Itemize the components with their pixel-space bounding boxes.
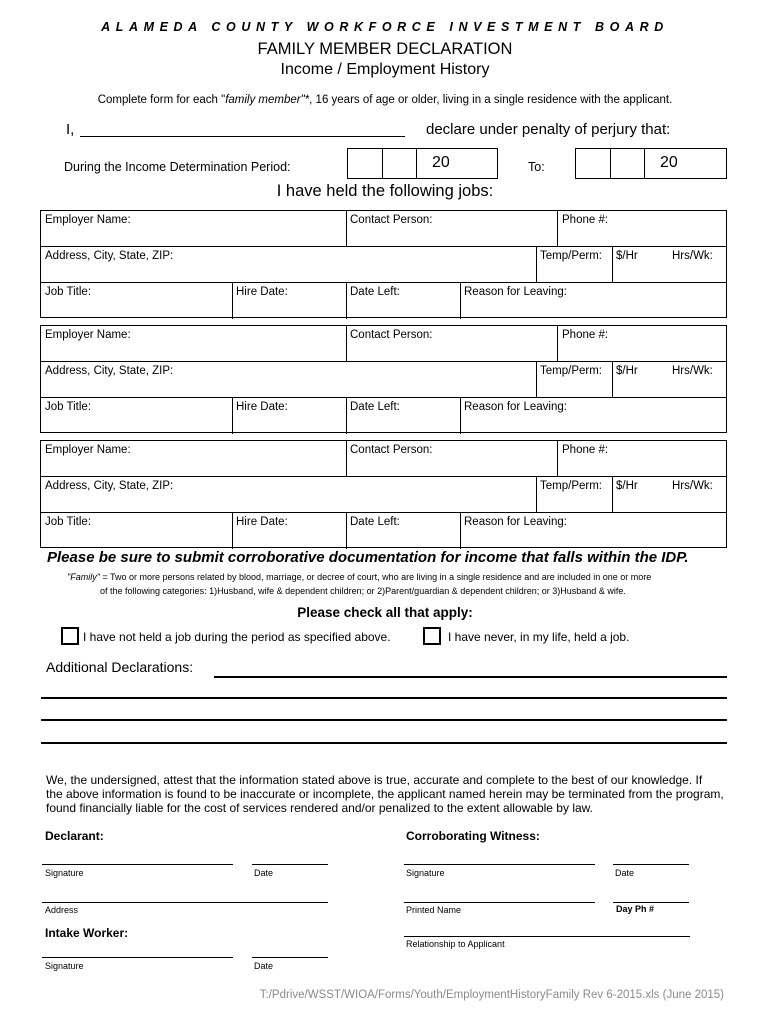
employer-name-label: Employer Name: — [45, 214, 131, 226]
temp-perm-label: Temp/Perm: — [540, 365, 602, 377]
rate-field[interactable] — [612, 247, 668, 282]
witness-date-caption: Date — [615, 868, 635, 878]
hours-field[interactable] — [668, 247, 726, 282]
date-left-label: Date Left: — [350, 516, 400, 528]
witness-signature-caption: Signature — [406, 868, 445, 878]
period-to-box[interactable] — [575, 148, 727, 179]
job-title-field[interactable] — [41, 513, 232, 549]
instruction-suffix: , 16 years of age or older, living in a single residence with the applicant. — [309, 94, 673, 106]
declarant-name-field[interactable] — [80, 136, 405, 137]
date-left-field[interactable] — [346, 398, 460, 434]
temp-perm-field[interactable] — [536, 477, 612, 512]
reason-field[interactable] — [460, 283, 726, 319]
additional-declarations-label: Additional Declarations: — [46, 659, 194, 675]
phone-label: Phone #: — [562, 444, 609, 456]
job-row-employer — [41, 211, 726, 247]
phone-label: Phone #: — [562, 214, 609, 226]
hire-date-label: Hire Date: — [236, 516, 288, 528]
temp-perm-label: Temp/Perm: — [540, 480, 602, 492]
printed-name-caption: Printed Name — [406, 905, 462, 915]
rate-label: $/Hr — [616, 365, 638, 377]
hire-date-field[interactable] — [232, 398, 346, 434]
period-label: During the Income Determination Period: — [64, 160, 291, 174]
intake-date-caption: Date — [254, 961, 274, 971]
intake-worker-heading: Intake Worker: — [45, 926, 129, 940]
job-row-title — [41, 513, 726, 549]
file-path-footer: T:/Pdrive/WSST/WIOA/Forms/Youth/EmploymentHistoryFamily Rev 6-2015.xls (June 2015) — [259, 989, 724, 1001]
hours-label: Hrs/Wk: — [672, 250, 713, 262]
instruction-family-term: family member"* — [225, 94, 310, 106]
relationship-caption: Relationship to Applicant — [406, 939, 505, 949]
address-field[interactable] — [41, 247, 536, 282]
form-instruction — [0, 94, 770, 106]
employer-name-field[interactable] — [41, 211, 346, 246]
contact-person-label: Contact Person: — [350, 214, 433, 226]
relationship-line[interactable] — [404, 936, 690, 937]
employer-name-field[interactable] — [41, 441, 346, 476]
declarant-date-caption: Date — [254, 868, 274, 878]
intake-signature-line[interactable] — [42, 957, 233, 958]
temp-perm-label: Temp/Perm: — [540, 250, 602, 262]
address-caption: Address — [45, 905, 79, 915]
intake-date-line[interactable] — [252, 957, 328, 958]
family-definition-line2: of the following categories: 1)Husband, wife & dependent children; or 2)Parent/guardian & dependent children; or 3)Husband & wife. — [100, 586, 626, 596]
phone-field[interactable] — [557, 441, 726, 476]
reason-field[interactable] — [460, 398, 726, 434]
date-left-label: Date Left: — [350, 286, 400, 298]
day-phone-caption: Day Ph # — [616, 904, 655, 914]
never-held-job-checkbox[interactable] — [423, 627, 441, 645]
intake-signature-caption: Signature — [45, 961, 84, 971]
hours-field[interactable] — [668, 477, 726, 512]
phone-field[interactable] — [557, 326, 726, 361]
address-label: Address, City, State, ZIP: — [45, 365, 174, 377]
from-day-divider — [416, 149, 417, 178]
date-left-label: Date Left: — [350, 401, 400, 413]
family-term: "Family" — [67, 572, 100, 582]
witness-heading: Corroborating Witness: — [406, 829, 540, 843]
job-row-address — [41, 247, 726, 283]
job-row-address — [41, 362, 726, 398]
job-row-title — [41, 283, 726, 319]
hours-field[interactable] — [668, 362, 726, 397]
to-label: To: — [528, 160, 545, 174]
job-entry-3 — [40, 440, 727, 548]
jobs-heading: I have held the following jobs: — [276, 182, 494, 200]
never-held-job-label: I have never, in my life, held a job. — [448, 630, 630, 644]
employer-name-field[interactable] — [41, 326, 346, 361]
date-left-field[interactable] — [346, 513, 460, 549]
date-left-field[interactable] — [346, 283, 460, 319]
hours-label: Hrs/Wk: — [672, 480, 713, 492]
additional-line-1[interactable] — [214, 676, 727, 678]
temp-perm-field[interactable] — [536, 247, 612, 282]
witness-printed-name-line[interactable] — [404, 902, 595, 903]
no-job-period-label: I have not held a job during the period as specified above. — [83, 630, 391, 644]
reason-field[interactable] — [460, 513, 726, 549]
family-definition-line1 — [67, 572, 651, 582]
from-year-prefix: 20 — [432, 154, 450, 171]
check-heading: Please check all that apply: — [297, 605, 473, 620]
job-row-employer — [41, 326, 726, 362]
rate-field[interactable] — [612, 477, 668, 512]
hours-label: Hrs/Wk: — [672, 365, 713, 377]
no-job-period-checkbox[interactable] — [61, 627, 79, 645]
to-day-divider — [644, 149, 645, 178]
to-year-prefix: 20 — [660, 154, 678, 171]
job-title-field[interactable] — [41, 283, 232, 319]
hire-date-field[interactable] — [232, 283, 346, 319]
contact-person-field[interactable] — [346, 441, 557, 476]
form-subtitle: Income / Employment History — [280, 61, 490, 78]
instruction-prefix: Complete form for each " — [97, 94, 226, 106]
contact-person-label: Contact Person: — [350, 444, 433, 456]
job-title-label: Job Title: — [45, 401, 92, 413]
documentation-notice: Please be sure to submit corroborative documentation for income that falls within the IDP. — [47, 549, 689, 566]
job-title-label: Job Title: — [45, 286, 92, 298]
address-field[interactable] — [41, 477, 536, 512]
contact-person-field[interactable] — [346, 211, 557, 246]
job-title-label: Job Title: — [45, 516, 92, 528]
address-label: Address, City, State, ZIP: — [45, 480, 174, 492]
job-row-address — [41, 477, 726, 513]
contact-person-field[interactable] — [346, 326, 557, 361]
form-title: FAMILY MEMBER DECLARATION — [257, 40, 513, 58]
organization-name: ALAMEDA COUNTY WORKFORCE INVESTMENT BOARD — [101, 20, 669, 34]
employer-name-label: Employer Name: — [45, 329, 131, 341]
job-entry-2 — [40, 325, 727, 433]
to-month-divider — [610, 149, 611, 178]
employer-name-label: Employer Name: — [45, 444, 131, 456]
perjury-statement: declare under penalty of perjury that: — [426, 121, 671, 138]
hire-date-label: Hire Date: — [236, 401, 288, 413]
declarant-date-line[interactable] — [252, 864, 328, 865]
job-title-field[interactable] — [41, 398, 232, 434]
temp-perm-field[interactable] — [536, 362, 612, 397]
additional-line-2[interactable] — [41, 697, 727, 699]
attestation-line-3: found financially liable for the cost of services rendered and/or penalized to the extent allowable by law. — [46, 801, 593, 815]
period-from-box[interactable] — [347, 148, 498, 179]
address-field[interactable] — [41, 362, 536, 397]
job-row-title — [41, 398, 726, 434]
hire-date-label: Hire Date: — [236, 286, 288, 298]
witness-date-line[interactable] — [613, 864, 689, 865]
contact-person-label: Contact Person: — [350, 329, 433, 341]
additional-line-4[interactable] — [41, 742, 727, 744]
declarant-signature-line[interactable] — [42, 864, 233, 865]
attestation-line-2: the above information is found to be inaccurate or incomplete, the applicant named herein may be terminated from the program, — [46, 787, 724, 801]
reason-label: Reason for Leaving: — [464, 516, 567, 528]
witness-phone-line[interactable] — [613, 902, 689, 903]
reason-label: Reason for Leaving: — [464, 286, 567, 298]
reason-label: Reason for Leaving: — [464, 401, 567, 413]
phone-field[interactable] — [557, 211, 726, 246]
rate-field[interactable] — [612, 362, 668, 397]
phone-label: Phone #: — [562, 329, 609, 341]
declarant-signature-caption: Signature — [45, 868, 84, 878]
witness-signature-line[interactable] — [404, 864, 595, 865]
rate-label: $/Hr — [616, 250, 638, 262]
declarant-heading: Declarant: — [45, 829, 104, 843]
from-month-divider — [382, 149, 383, 178]
hire-date-field[interactable] — [232, 513, 346, 549]
additional-line-3[interactable] — [41, 719, 727, 721]
rate-label: $/Hr — [616, 480, 638, 492]
family-definition-text: = Two or more persons related by blood, marriage, or decree of court, who are living in a single residence and are included in one or more — [99, 572, 652, 582]
declarant-address-line[interactable] — [42, 902, 328, 903]
attestation-line-1: We, the undersigned, attest that the information stated above is true, accurate and complete to the best of our knowledge. If — [46, 773, 703, 787]
i-label: I, — [66, 121, 75, 138]
attestation-text — [46, 773, 724, 815]
address-label: Address, City, State, ZIP: — [45, 250, 174, 262]
job-row-employer — [41, 441, 726, 477]
job-entry-1 — [40, 210, 727, 318]
